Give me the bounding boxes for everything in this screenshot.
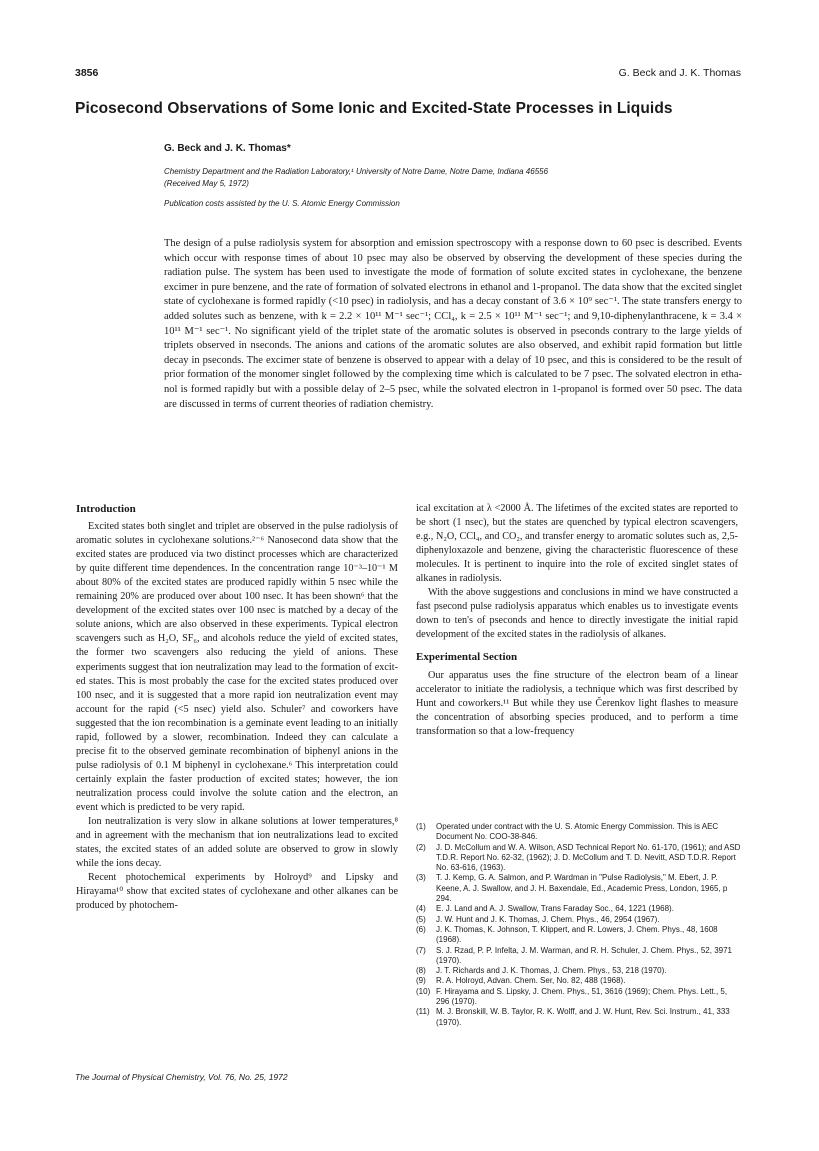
author-line: G. Beck and J. K. Thomas*: [164, 143, 291, 154]
journal-footer: The Journal of Physical Chemistry, Vol. 76, No. 25, 1972: [75, 1072, 288, 1082]
experimental-paragraph-1: Our apparatus uses the fine structure of the electron beam of a linear accelerator to initiate the radiolysis, a technique which was first described by Hunt and coworkers.¹¹ But while they use Čerenkov light flashes to measure the concentration of absorbing species produced, and to perform a time transformation so that a low-frequency: [416, 669, 738, 737]
reference-item: (7) S. J. Rzad, P. P. Infelta, J. M. Warman, and R. H. Schuler, J. Chem. Phys., 52, 3971 (1970).: [416, 945, 732, 965]
received-date: (Received May 5, 1972): [164, 179, 249, 188]
intro-paragraph-2: Ion neutralization is very slow in alkane solutions at lower temperatures,⁸ and in agreement with the mechanism that ion neutralizations lead to excited states, the excited states of an added solute are observed to grow in slowly while the ions decay.: [76, 816, 398, 870]
abstract: The design of a pulse radiolysis system for absorption and emission spectroscopy with a response down to 60 psec is described. Events which occur with response times of about 10 psec may also be observed by observing the development of these species during the radiation pulse. The system has been used to investigate the mode of formation of solute excited states in cyclohexane, the benzene excimer in pure benzene, and the rate of formation of solvated electrons in ethanol and 1-propanol. The data show that the excited singlet state of cyclohexane is formed rapidly (<10 psec) in radiolysis, and has a decay constant of 3.6 × 10⁹ sec⁻¹. The state transfers energy to added solutes such as benzene, with k = 2.2 × 10¹¹ M⁻¹ sec⁻¹; CCl₄, k = 2.5 × 10¹¹ M⁻¹ sec⁻¹; and 9,10-diphenylanthracene, k = 3.4 × 10¹¹ M⁻¹ sec⁻¹. No significant yield of the triplet state of the aromatic solutes is observed in pseconds contrary to the large yields of triplets observed in nseconds. The anions and cations of the aromatic solutes are also observed, and exhibit rapid formation but little decay in pseconds. The excimer state of benzene is observed to appear with a delay of 10 psec, and this is considered to be the result of prior formation of the monomer singlet followed by the complexing time which is calculated to be 7 psec. The solvated electron in ethanol is formed rapidly but with a possible delay of 2–5 psec, while the solvated electron in 1-propanol is formed over 50 psec. The data are discussed in terms of current theories of radiation chemistry.: [164, 238, 742, 410]
running-authors: G. Beck and J. K. Thomas: [618, 67, 741, 79]
reference-item: (8) J. T. Richards and J. K. Thomas, J. Chem. Phys., 53, 218 (1970).: [416, 966, 667, 976]
reference-item: (11) M. J. Bronskill, W. B. Taylor, R. K. Wolff, and J. W. Hunt, Rev. Sci. Instrum., 41, 333 (1970).: [416, 1007, 730, 1027]
reference-item: (4) E. J. Land and A. J. Swallow, Trans Faraday Soc., 64, 1221 (1968).: [416, 904, 674, 914]
affiliation-block: [164, 166, 624, 190]
right-column: [416, 502, 738, 739]
left-column: [76, 502, 398, 913]
references-list: [416, 822, 742, 1028]
reference-item: (10) F. Hirayama and S. Lipsky, J. Chem. Phys., 51, 3616 (1969); Chem. Phys. Lett., 5, 296 (1970).: [416, 986, 728, 1007]
page-number: 3856: [75, 67, 99, 79]
publication-costs: Publication costs assisted by the U. S. Atomic Energy Commission: [164, 199, 400, 208]
reference-item: (2) J. D. McCollum and W. A. Wilson, ASD Technical Report No. 61-170, (1961); and ASD T.D.R. Report No. 62-32, (1962); J. D. McCollum and T. D. Nevitt, ASD T.D.R. Report No. 63-616, (1963).: [416, 842, 741, 873]
intro-paragraph-4: With the above suggestions and conclusions in mind we have constructed a fast psecond pulse radiolysis apparatus which enables us to investigate events down to ten's of pseconds and hence to directly investigate the initial rapid development of the excited states in the radiolysis of alkanes.: [416, 587, 738, 641]
affiliation: Chemistry Department and the Radiation Laboratory,¹ University of Notre Dame, Notre Dame, Indiana 46556: [164, 167, 549, 176]
article-title: Picosecond Observations of Some Ionic and Excited-State Processes in Liquids: [75, 100, 673, 117]
reference-item: (3) T. J. Kemp, G. A. Salmon, and P. Wardman in "Pulse Radiolysis," M. Ebert, J. P. Keene, A. J. Swallow, and J. H. Baxendale, Ed., Academic Press, London, 1965, p 294.: [416, 873, 728, 904]
intro-continuation: ical excitation at λ <2000 Å. The lifetimes of the excited states are reported to be short (1 nsec), but the states are quenched by typical electron scavengers, e.g., N₂O, CCl₄, and CO₂, and transfer energy to aromatic solutes such as, 2,5-diphenyloxazole and benzene, giving the characteristic fluorescence of these molecules. It is pertinent to inquire into the role of excited singlet states of alkanes in radiolysis.: [416, 503, 738, 585]
introduction-heading: Introduction: [76, 503, 136, 515]
reference-item: (6) J. K. Thomas, K. Johnson, T. Klippert, and R. Lowers, J. Chem. Phys., 48, 1608 (1968).: [416, 924, 718, 945]
intro-paragraph-1: Excited states both singlet and triplet are observed in the pulse radiolysis of aromatic solutes in cyclohexane solutions.²⁻⁶ Nanosecond data show that the excited states are produced via two distinct processes which are characterized by quite different time dependences. In the concentration range 10⁻³–10⁻¹ M about 80% of the excited states are produced rapidly within 5 nsec while the remaining 20% are produced over about 100 nsec. It has been shown⁶ that the development of the excited states over 100 nsec is matched by a decay of the solute anions, which are also observed in these experiments. Typical electron scavengers such as H₂O, SF₆, and alcohols reduce the yield of excited states, the former two scavengers also reducing the yield of anions. These experiments suggest that ion neutralization may lead to the formation of excited states. This is most probably the case for the excited states produced over 100 nsec, and it is suggested that a more rapid ion neutralization event may account for the rapid (<5 nsec) yield also. Schuler⁷ and coworkers have suggested that the ion recombination is a geminate event leading to an initially rapid, followed by a slower, recombination. Indeed they can calculate a precise fit to the observed geminate recombination of biphenyl anions in the pulse radiolysis of 0.1 M biphenyl in cyclohexane.⁶ This interpretation could certainly explain the faster production of excited states; however, the ion neutralization process could involve the solute cation and the electron, an event which is predicted to be very rapid.: [76, 521, 398, 813]
reference-item: (5) J. W. Hunt and J. K. Thomas, J. Chem. Phys., 46, 2954 (1967).: [416, 914, 660, 924]
reference-item: (1) Operated under contract with the U. S. Atomic Energy Commission. This is AEC Document No. COO-38-846.: [416, 822, 719, 842]
experimental-heading: Experimental Section: [416, 651, 518, 664]
reference-item: (9) R. A. Holroyd, Advan. Chem. Ser, No. 82, 488 (1968).: [416, 976, 626, 986]
intro-paragraph-3: Recent photochemical experiments by Holroyd⁹ and Lipsky and Hirayama¹⁰ show that excited states of cyclohexane and other alkanes can be produced by photochem-: [76, 872, 398, 912]
